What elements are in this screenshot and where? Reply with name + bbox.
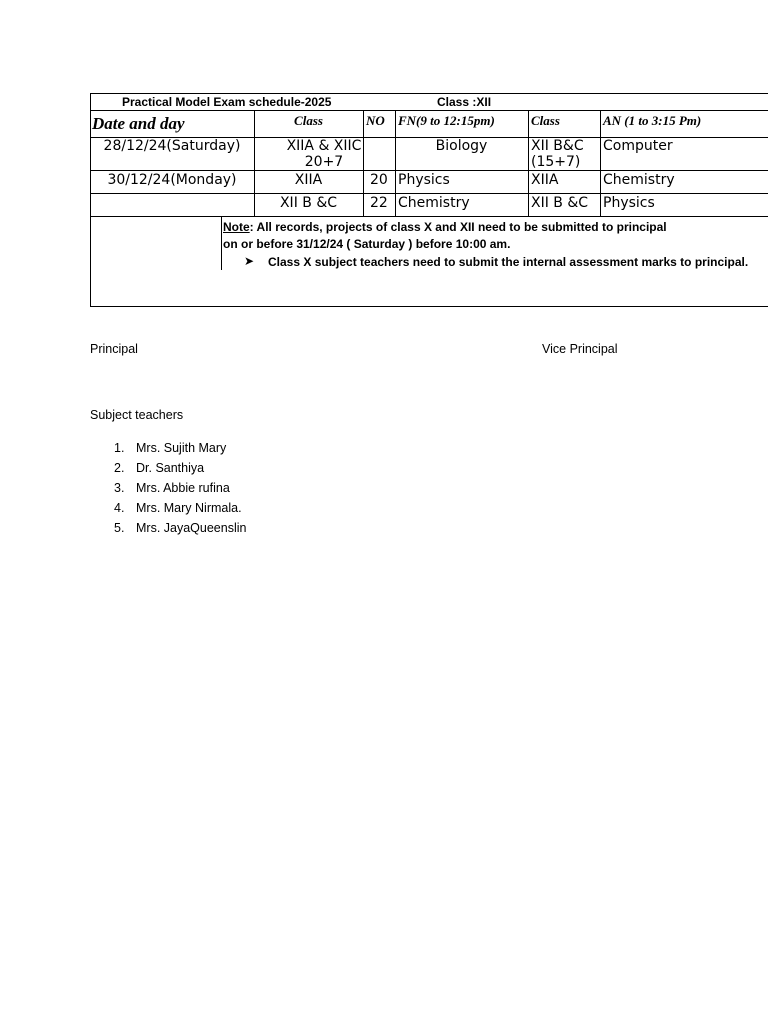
note-line1 (223, 220, 667, 234)
note-divider (221, 216, 222, 270)
row2-class: XIIA (294, 172, 323, 188)
list-item-number: 2. (114, 461, 125, 475)
row1-fn-subject: Biology (435, 138, 488, 154)
schedule-title: Practical Model Exam schedule-2025 (122, 95, 332, 109)
list-item: Mrs. JayaQueenslin (136, 521, 247, 535)
list-item: Mrs. Abbie rufina (136, 481, 230, 495)
table-rule (528, 110, 529, 216)
list-item: Mrs. Sujith Mary (136, 441, 227, 455)
row3-class2: XII B &C (531, 195, 589, 211)
note-text: : All records, projects of class X and XII need to be submitted to principal (249, 220, 667, 234)
subject-teachers-heading: Subject teachers (90, 408, 184, 422)
list-item: Mrs. Mary Nirmala. (136, 501, 242, 515)
list-item-number: 5. (114, 521, 125, 535)
row2-an-subject: Chemistry (603, 172, 675, 188)
row1-class-count: 20+7 (304, 154, 344, 170)
row3-class: XII B &C (279, 195, 338, 211)
row1-date: 28/12/24(Saturday) (103, 138, 241, 154)
row3-an-subject: Physics (603, 195, 655, 211)
list-item-number: 4. (114, 501, 125, 515)
list-item-number: 3. (114, 481, 125, 495)
row1-class: XIIA & XIIC (286, 138, 362, 154)
vice-principal-signature-label: Vice Principal (542, 342, 618, 356)
row2-class2: XIIA (531, 172, 559, 188)
table-rule (90, 170, 768, 171)
table-rule (395, 110, 396, 216)
table-rule (90, 216, 768, 217)
row2-fn-subject: Physics (398, 172, 450, 188)
col-header-no: NO (366, 113, 385, 128)
class-title: Class :XII (437, 95, 492, 109)
row1-class2-count: (15+7) (531, 154, 581, 170)
table-rule (90, 193, 768, 194)
note-label: Note (223, 220, 250, 234)
row3-fn-subject: Chemistry (398, 195, 470, 211)
principal-signature-label: Principal (90, 342, 138, 356)
note-line2: on or before 31/12/24 ( Saturday ) before 10:00 am. (223, 237, 511, 251)
note-bullet-text: Class X subject teachers need to submit the internal assessment marks to principal. (268, 255, 749, 269)
list-item: Dr. Santhiya (136, 461, 205, 475)
col-header-date: Date and day (92, 114, 185, 133)
col-header-an: AN (1 to 3:15 Pm) (603, 113, 702, 128)
table-rule (90, 110, 768, 111)
arrow-bullet-icon: ➤ (244, 254, 255, 268)
row1-class2: XII B&C (531, 138, 584, 154)
row2-date: 30/12/24(Monday) (107, 172, 237, 188)
row1-an-subject: Computer (603, 138, 673, 154)
col-header-class: Class (294, 113, 323, 128)
row3-no: 22 (370, 195, 388, 211)
col-header-class2: Class (531, 113, 560, 128)
col-header-fn: FN(9 to 12:15pm) (398, 113, 495, 128)
row2-no: 20 (370, 172, 388, 188)
list-item-number: 1. (114, 441, 125, 455)
table-rule (600, 110, 601, 216)
